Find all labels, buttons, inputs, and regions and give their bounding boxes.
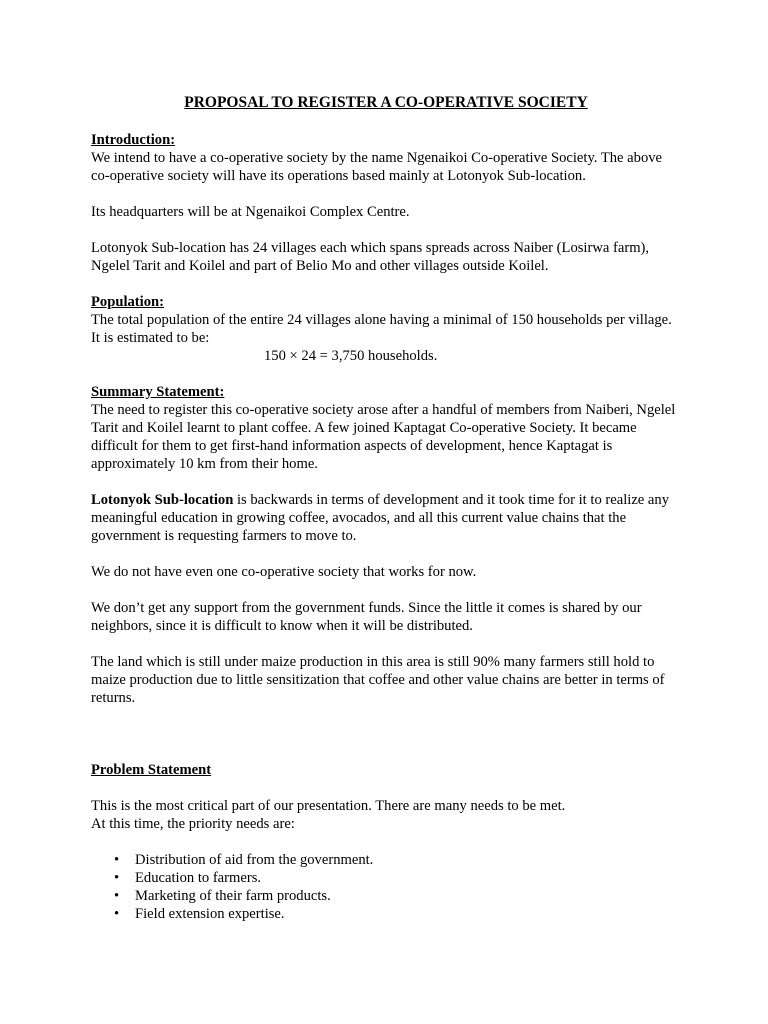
priority-needs-list: [91, 851, 681, 923]
introduction-paragraph-2: Its headquarters will be at Ngenaikoi Complex Centre.: [91, 204, 410, 220]
introduction-heading: Introduction:: [91, 132, 176, 148]
list-item: • Education to farmers.: [135, 869, 681, 887]
summary-paragraph-4: We don’t get any support from the government funds. Since the little it comes is shared by our neighbors, since it is difficult to know when it will be distributed.: [91, 600, 642, 634]
list-item: • Field extension expertise.: [135, 905, 681, 923]
list-item: • Marketing of their farm products.: [135, 887, 681, 905]
introduction-paragraph-1: We intend to have a co-operative society by the name Ngenaikoi Co-operative Society. The above co-operative society will have its operations based mainly at Lotonyok Sub-location.: [91, 150, 663, 184]
list-item: • Distribution of aid from the government.: [135, 851, 681, 869]
summary-heading: Summary Statement:: [91, 384, 225, 400]
problem-paragraph-1: This is the most critical part of our presentation. There are many needs to be met.: [91, 798, 566, 814]
summary-paragraph-5: The land which is still under maize production in this area is still 90% many farmers still hold to maize production due to little sensitization that coffee and other value chains are better in terms of returns.: [91, 654, 665, 706]
document-page: [91, 94, 681, 923]
summary-paragraph-2-rest: is backwards in terms of development and it took time for it to realize any meaningful education in growing coffee, avocados, and all this current value chains that the government is requesting farmers to move to.: [91, 492, 669, 544]
summary-paragraph-2-bold: Lotonyok Sub-location: [91, 492, 234, 508]
population-heading: Population:: [91, 294, 164, 310]
summary-paragraph-2: [91, 491, 681, 545]
introduction-paragraph-3: Lotonyok Sub-location has 24 villages each which spans spreads across Naiber (Losirwa farm), Ngelel Tarit and Koilel and part of Belio Mo and other villages outside Koilel.: [91, 240, 650, 274]
population-calculation: 150 × 24 = 3,750 households.: [264, 348, 438, 364]
problem-heading: Problem Statement: [91, 762, 212, 778]
population-paragraph: The total population of the entire 24 villages alone having a minimal of 150 households per village. It is estimated to be:: [91, 312, 672, 346]
summary-paragraph-1: The need to register this co-operative society arose after a handful of members from Naiberi, Ngelel Tarit and Koilel learnt to plant coffee. A few joined Kaptagat Co-operative Society. It became difficult for them to get first-hand information aspects of development, hence Kaptagat is approximately 10 km from their home.: [91, 402, 676, 472]
problem-paragraph-2: At this time, the priority needs are:: [91, 816, 295, 832]
summary-paragraph-3: We do not have even one co-operative society that works for now.: [91, 564, 477, 580]
document-title: PROPOSAL TO REGISTER A CO-OPERATIVE SOCIETY: [184, 94, 588, 111]
